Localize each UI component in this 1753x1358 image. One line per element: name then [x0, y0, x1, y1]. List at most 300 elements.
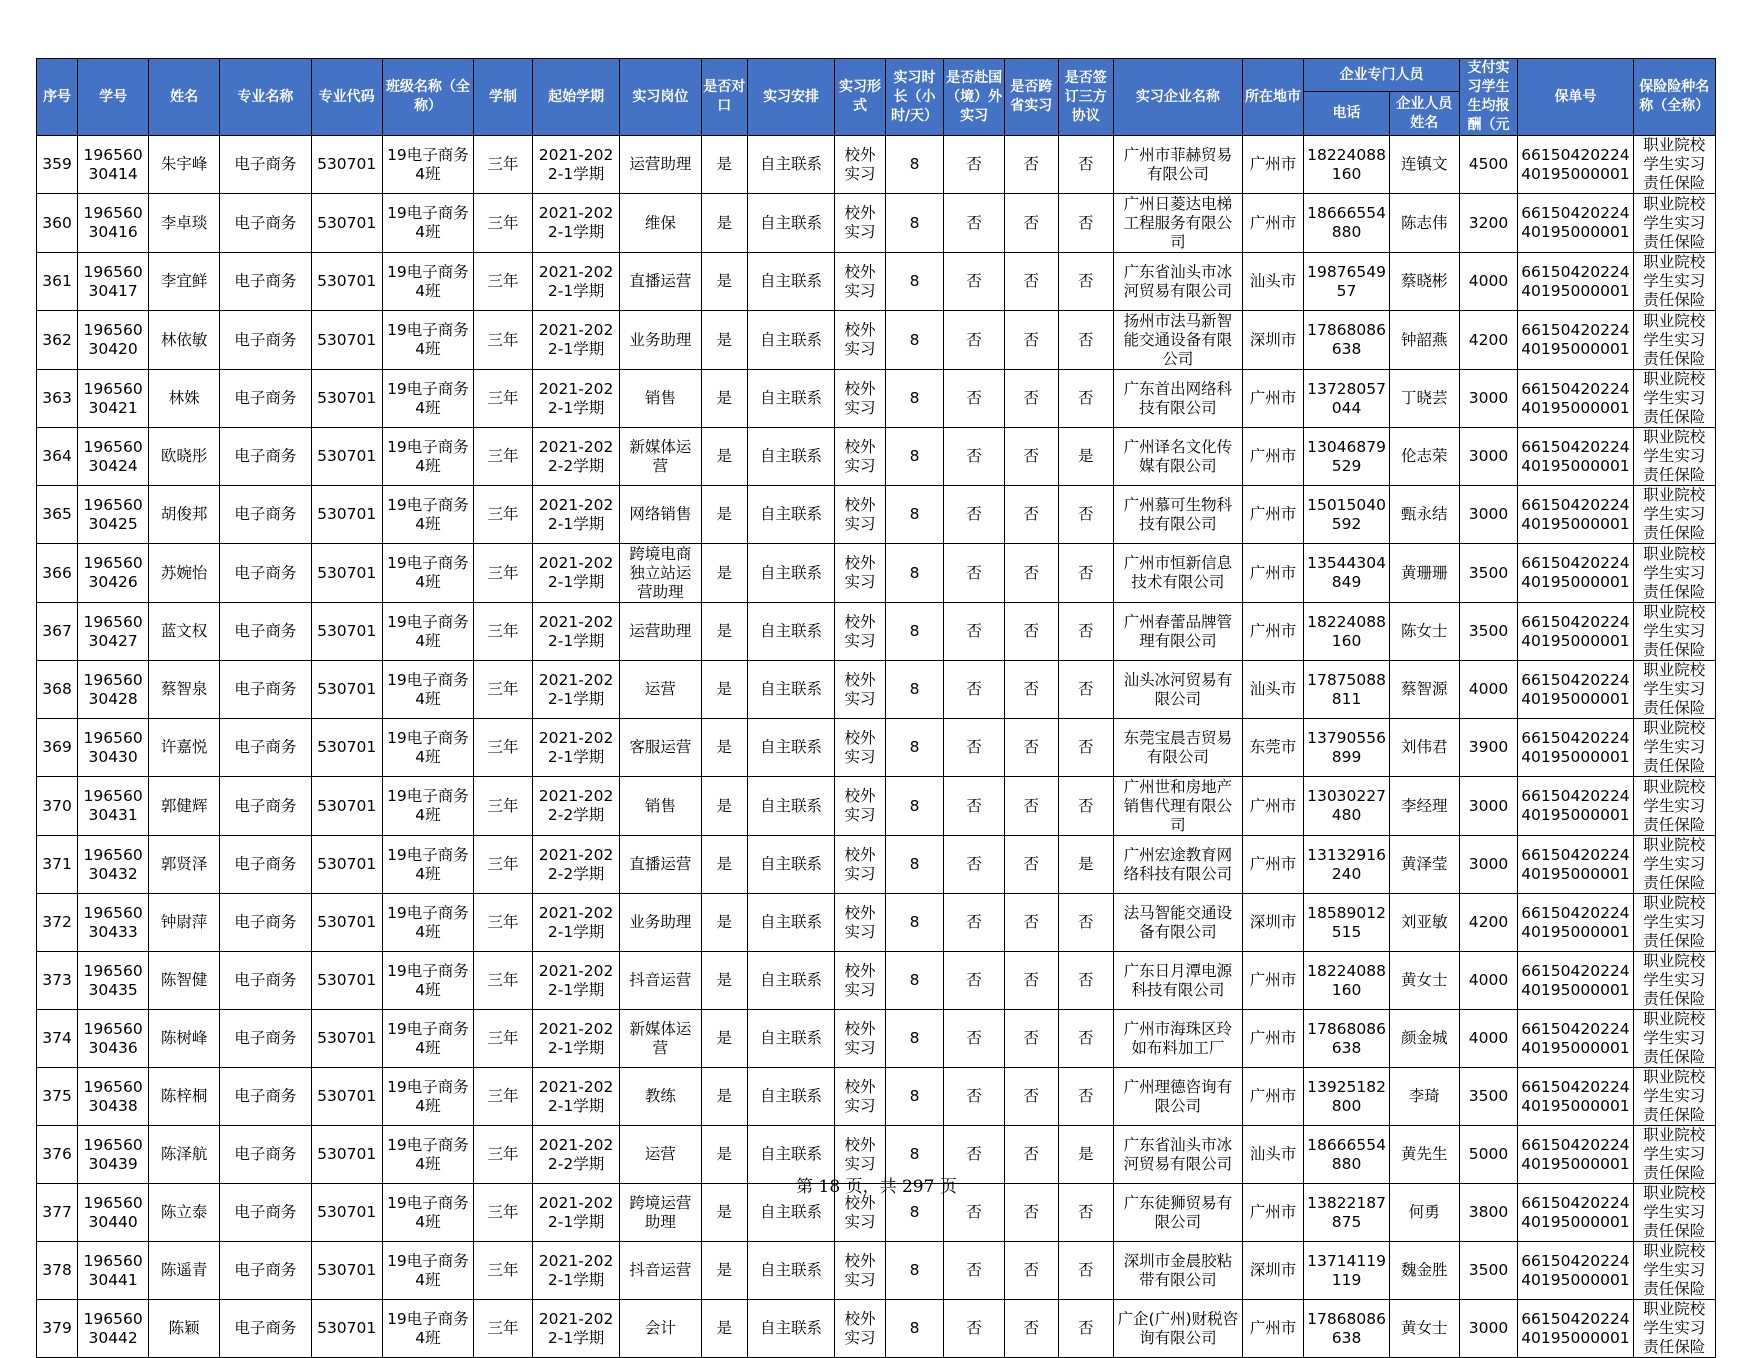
- cell-phone: 1987654957: [1304, 253, 1389, 311]
- cell-major-name: 电子商务: [220, 777, 312, 836]
- cell-major-code: 530701: [311, 1300, 382, 1358]
- cell-abroad: 否: [944, 1300, 1005, 1358]
- col-header-position: 实习岗位: [620, 59, 701, 136]
- cell-duration: 三年: [474, 370, 533, 428]
- cell-matched: 是: [701, 719, 747, 777]
- cell-student-id: 19656030426: [78, 544, 149, 603]
- cell-cross-province: 否: [1005, 1242, 1058, 1300]
- cell-cross-province: 否: [1005, 136, 1058, 194]
- cell-contact-name: 伦志荣: [1389, 428, 1459, 486]
- cell-hours: 8: [885, 311, 944, 370]
- cell-class-name: 19电子商务4班: [382, 661, 474, 719]
- cell-cross-province: 否: [1005, 719, 1058, 777]
- table-row: [37, 836, 1716, 894]
- cell-tripartite: 否: [1058, 486, 1114, 544]
- cell-matched: 是: [701, 836, 747, 894]
- cell-city: 广州市: [1242, 1010, 1304, 1068]
- cell-hours: 8: [885, 952, 944, 1010]
- cell-tripartite: 否: [1058, 603, 1114, 661]
- cell-major-code: 530701: [311, 311, 382, 370]
- cell-cross-province: 否: [1005, 1300, 1058, 1358]
- cell-abroad: 否: [944, 311, 1005, 370]
- cell-arrangement: 自主联系: [747, 194, 834, 253]
- cell-contact-name: 陈志伟: [1389, 194, 1459, 253]
- cell-major-code: 530701: [311, 544, 382, 603]
- cell-tripartite: 否: [1058, 253, 1114, 311]
- cell-matched: 是: [701, 253, 747, 311]
- cell-cross-province: 否: [1005, 894, 1058, 952]
- cell-class-name: 19电子商务4班: [382, 1300, 474, 1358]
- cell-student-id: 19656030428: [78, 661, 149, 719]
- cell-form: 校外实习: [835, 253, 885, 311]
- cell-major-code: 530701: [311, 194, 382, 253]
- cell-contact-name: 黄女士: [1389, 1300, 1459, 1358]
- cell-duration: 三年: [474, 194, 533, 253]
- cell-company: 广州市海珠区玲如布料加工厂: [1114, 1010, 1243, 1068]
- cell-matched: 是: [701, 486, 747, 544]
- cell-arrangement: 自主联系: [747, 253, 834, 311]
- col-header-salary: 支付实习学生生均报酬（元: [1459, 59, 1518, 136]
- cell-policy-no: 6615042022440195000001: [1518, 1242, 1633, 1300]
- cell-name: 朱宇峰: [149, 136, 220, 194]
- cell-policy-no: 6615042022440195000001: [1518, 253, 1633, 311]
- cell-start-term: 2021-2022-1学期: [532, 136, 619, 194]
- cell-hours: 8: [885, 894, 944, 952]
- cell-tripartite: 否: [1058, 136, 1114, 194]
- cell-company: 广东日月潭电源科技有限公司: [1114, 952, 1243, 1010]
- cell-salary: 4000: [1459, 661, 1518, 719]
- cell-major-name: 电子商务: [220, 544, 312, 603]
- cell-student-id: 19656030420: [78, 311, 149, 370]
- cell-position: 销售: [620, 370, 701, 428]
- cell-arrangement: 自主联系: [747, 894, 834, 952]
- cell-company: 广州市菲赫贸易有限公司: [1114, 136, 1243, 194]
- cell-student-id: 19656030424: [78, 428, 149, 486]
- cell-duration: 三年: [474, 136, 533, 194]
- table-row: [37, 894, 1716, 952]
- cell-contact-name: 魏金胜: [1389, 1242, 1459, 1300]
- cell-contact-name: 蔡智源: [1389, 661, 1459, 719]
- cell-tripartite: 否: [1058, 370, 1114, 428]
- table-row: [37, 603, 1716, 661]
- cell-arrangement: 自主联系: [747, 428, 834, 486]
- cell-start-term: 2021-2022-1学期: [532, 1184, 619, 1242]
- cell-major-name: 电子商务: [220, 836, 312, 894]
- col-header-student-id: 学号: [78, 59, 149, 136]
- cell-arrangement: 自主联系: [747, 1184, 834, 1242]
- cell-start-term: 2021-2022-1学期: [532, 1010, 619, 1068]
- cell-student-id: 19656030417: [78, 253, 149, 311]
- cell-student-id: 19656030427: [78, 603, 149, 661]
- cell-insurance: 职业院校学生实习责任保险: [1633, 486, 1715, 544]
- cell-arrangement: 自主联系: [747, 952, 834, 1010]
- cell-major-name: 电子商务: [220, 894, 312, 952]
- col-header-abroad: 是否赴国（境）外实习: [944, 59, 1005, 136]
- cell-student-id: 19656030430: [78, 719, 149, 777]
- cell-company: 扬州市法马新智能交通设备有限公司: [1114, 311, 1243, 370]
- cell-salary: 5000: [1459, 1126, 1518, 1184]
- cell-tripartite: 否: [1058, 1068, 1114, 1126]
- cell-name: 钟尉萍: [149, 894, 220, 952]
- cell-city: 广州市: [1242, 603, 1304, 661]
- cell-form: 校外实习: [835, 894, 885, 952]
- cell-tripartite: 否: [1058, 719, 1114, 777]
- cell-matched: 是: [701, 661, 747, 719]
- cell-salary: 4200: [1459, 894, 1518, 952]
- cell-class-name: 19电子商务4班: [382, 486, 474, 544]
- cell-phone: 13925182800: [1304, 1068, 1389, 1126]
- cell-phone: 13544304849: [1304, 544, 1389, 603]
- cell-major-code: 530701: [311, 603, 382, 661]
- col-header-phone: 电话: [1304, 92, 1389, 136]
- cell-matched: 是: [701, 777, 747, 836]
- cell-policy-no: 6615042022440195000001: [1518, 952, 1633, 1010]
- cell-hours: 8: [885, 544, 944, 603]
- cell-major-name: 电子商务: [220, 952, 312, 1010]
- cell-company: 广州宏途教育网络科技有限公司: [1114, 836, 1243, 894]
- cell-form: 校外实习: [835, 194, 885, 253]
- cell-duration: 三年: [474, 1300, 533, 1358]
- cell-form: 校外实习: [835, 603, 885, 661]
- cell-duration: 三年: [474, 777, 533, 836]
- cell-tripartite: 是: [1058, 836, 1114, 894]
- cell-class-name: 19电子商务4班: [382, 603, 474, 661]
- cell-salary: 3000: [1459, 486, 1518, 544]
- cell-abroad: 否: [944, 486, 1005, 544]
- cell-major-name: 电子商务: [220, 136, 312, 194]
- table-row: [37, 544, 1716, 603]
- table-row: [37, 311, 1716, 370]
- cell-salary: 3000: [1459, 1300, 1518, 1358]
- cell-abroad: 否: [944, 1184, 1005, 1242]
- cell-form: 校外实习: [835, 719, 885, 777]
- cell-policy-no: 6615042022440195000001: [1518, 1010, 1633, 1068]
- cell-position: 会计: [620, 1300, 701, 1358]
- cell-company: 广州译名文化传媒有限公司: [1114, 428, 1243, 486]
- cell-major-name: 电子商务: [220, 603, 312, 661]
- cell-matched: 是: [701, 952, 747, 1010]
- cell-insurance: 职业院校学生实习责任保险: [1633, 836, 1715, 894]
- cell-seq: 377: [37, 1184, 78, 1242]
- cell-phone: 13030227480: [1304, 777, 1389, 836]
- cell-student-id: 19656030416: [78, 194, 149, 253]
- cell-insurance: 职业院校学生实习责任保险: [1633, 661, 1715, 719]
- cell-policy-no: 6615042022440195000001: [1518, 370, 1633, 428]
- cell-major-name: 电子商务: [220, 194, 312, 253]
- cell-arrangement: 自主联系: [747, 777, 834, 836]
- cell-duration: 三年: [474, 603, 533, 661]
- cell-arrangement: 自主联系: [747, 1010, 834, 1068]
- cell-class-name: 19电子商务4班: [382, 370, 474, 428]
- cell-class-name: 19电子商务4班: [382, 311, 474, 370]
- cell-salary: 4000: [1459, 1010, 1518, 1068]
- cell-seq: 362: [37, 311, 78, 370]
- cell-tripartite: 否: [1058, 777, 1114, 836]
- cell-position: 客服运营: [620, 719, 701, 777]
- cell-major-code: 530701: [311, 1184, 382, 1242]
- cell-form: 校外实习: [835, 1242, 885, 1300]
- cell-seq: 378: [37, 1242, 78, 1300]
- cell-city: 深圳市: [1242, 1242, 1304, 1300]
- cell-form: 校外实习: [835, 370, 885, 428]
- cell-abroad: 否: [944, 428, 1005, 486]
- cell-hours: 8: [885, 777, 944, 836]
- cell-hours: 8: [885, 836, 944, 894]
- cell-arrangement: 自主联系: [747, 311, 834, 370]
- cell-insurance: 职业院校学生实习责任保险: [1633, 1300, 1715, 1358]
- cell-class-name: 19电子商务4班: [382, 719, 474, 777]
- cell-name: 李宜鲜: [149, 253, 220, 311]
- cell-seq: 374: [37, 1010, 78, 1068]
- cell-insurance: 职业院校学生实习责任保险: [1633, 719, 1715, 777]
- cell-contact-name: 蔡晓彬: [1389, 253, 1459, 311]
- cell-name: 许嘉悦: [149, 719, 220, 777]
- cell-matched: 是: [701, 1010, 747, 1068]
- cell-class-name: 19电子商务4班: [382, 194, 474, 253]
- table-row: [37, 136, 1716, 194]
- cell-policy-no: 6615042022440195000001: [1518, 719, 1633, 777]
- cell-class-name: 19电子商务4班: [382, 1242, 474, 1300]
- cell-insurance: 职业院校学生实习责任保险: [1633, 1068, 1715, 1126]
- cell-major-name: 电子商务: [220, 1068, 312, 1126]
- cell-tripartite: 否: [1058, 544, 1114, 603]
- cell-major-name: 电子商务: [220, 486, 312, 544]
- cell-arrangement: 自主联系: [747, 136, 834, 194]
- cell-cross-province: 否: [1005, 836, 1058, 894]
- cell-position: 教练: [620, 1068, 701, 1126]
- col-header-city: 所在地市: [1242, 59, 1304, 136]
- cell-start-term: 2021-2022-1学期: [532, 311, 619, 370]
- cell-insurance: 职业院校学生实习责任保险: [1633, 952, 1715, 1010]
- cell-position: 网络销售: [620, 486, 701, 544]
- cell-abroad: 否: [944, 777, 1005, 836]
- cell-cross-province: 否: [1005, 253, 1058, 311]
- cell-duration: 三年: [474, 1068, 533, 1126]
- cell-matched: 是: [701, 894, 747, 952]
- cell-company: 汕头冰河贸易有限公司: [1114, 661, 1243, 719]
- cell-position: 业务助理: [620, 311, 701, 370]
- cell-student-id: 19656030439: [78, 1126, 149, 1184]
- cell-contact-name: 刘伟君: [1389, 719, 1459, 777]
- cell-class-name: 19电子商务4班: [382, 836, 474, 894]
- cell-salary: 3200: [1459, 194, 1518, 253]
- cell-salary: 4500: [1459, 136, 1518, 194]
- cell-policy-no: 6615042022440195000001: [1518, 1126, 1633, 1184]
- cell-name: 陈立泰: [149, 1184, 220, 1242]
- cell-cross-province: 否: [1005, 603, 1058, 661]
- cell-position: 新媒体运营: [620, 428, 701, 486]
- cell-insurance: 职业院校学生实习责任保险: [1633, 370, 1715, 428]
- cell-company: 东莞宝晨吉贸易有限公司: [1114, 719, 1243, 777]
- cell-matched: 是: [701, 603, 747, 661]
- col-header-seq: 序号: [37, 59, 78, 136]
- cell-major-code: 530701: [311, 1010, 382, 1068]
- cell-salary: 3900: [1459, 719, 1518, 777]
- cell-class-name: 19电子商务4班: [382, 544, 474, 603]
- cell-position: 跨境运营助理: [620, 1184, 701, 1242]
- cell-tripartite: 否: [1058, 894, 1114, 952]
- cell-cross-province: 否: [1005, 194, 1058, 253]
- cell-policy-no: 6615042022440195000001: [1518, 603, 1633, 661]
- cell-arrangement: 自主联系: [747, 1242, 834, 1300]
- cell-duration: 三年: [474, 428, 533, 486]
- cell-form: 校外实习: [835, 952, 885, 1010]
- cell-salary: 4000: [1459, 253, 1518, 311]
- cell-phone: 18224088160: [1304, 952, 1389, 1010]
- cell-arrangement: 自主联系: [747, 486, 834, 544]
- col-header-cross-province: 是否跨省实习: [1005, 59, 1058, 136]
- cell-name: 李卓琰: [149, 194, 220, 253]
- col-header-insurance: 保险险种名称（全称）: [1633, 59, 1715, 136]
- cell-seq: 368: [37, 661, 78, 719]
- col-header-start-term: 起始学期: [532, 59, 619, 136]
- cell-form: 校外实习: [835, 836, 885, 894]
- cell-abroad: 否: [944, 370, 1005, 428]
- cell-contact-name: 黄女士: [1389, 952, 1459, 1010]
- cell-seq: 366: [37, 544, 78, 603]
- cell-duration: 三年: [474, 253, 533, 311]
- cell-salary: 3500: [1459, 603, 1518, 661]
- cell-abroad: 否: [944, 544, 1005, 603]
- cell-class-name: 19电子商务4班: [382, 1010, 474, 1068]
- cell-position: 抖音运营: [620, 1242, 701, 1300]
- cell-policy-no: 6615042022440195000001: [1518, 836, 1633, 894]
- cell-matched: 是: [701, 1300, 747, 1358]
- cell-city: 广州市: [1242, 836, 1304, 894]
- cell-name: 蓝文权: [149, 603, 220, 661]
- cell-start-term: 2021-2022-2学期: [532, 428, 619, 486]
- cell-arrangement: 自主联系: [747, 1068, 834, 1126]
- cell-city: 汕头市: [1242, 253, 1304, 311]
- table-row: [37, 719, 1716, 777]
- cell-duration: 三年: [474, 836, 533, 894]
- cell-seq: 369: [37, 719, 78, 777]
- cell-contact-name: 何勇: [1389, 1184, 1459, 1242]
- col-header-name: 姓名: [149, 59, 220, 136]
- cell-matched: 是: [701, 136, 747, 194]
- cell-contact-name: 连镇文: [1389, 136, 1459, 194]
- cell-major-code: 530701: [311, 136, 382, 194]
- cell-hours: 8: [885, 428, 944, 486]
- cell-phone: 15015040592: [1304, 486, 1389, 544]
- cell-name: 陈泽航: [149, 1126, 220, 1184]
- cell-major-code: 530701: [311, 777, 382, 836]
- cell-city: 广州市: [1242, 544, 1304, 603]
- cell-arrangement: 自主联系: [747, 370, 834, 428]
- cell-company: 广州世和房地产销售代理有限公司: [1114, 777, 1243, 836]
- cell-major-code: 530701: [311, 1126, 382, 1184]
- cell-salary: 3500: [1459, 1242, 1518, 1300]
- cell-major-code: 530701: [311, 1068, 382, 1126]
- cell-contact-name: 黄泽莹: [1389, 836, 1459, 894]
- cell-insurance: 职业院校学生实习责任保险: [1633, 136, 1715, 194]
- cell-phone: 13790556899: [1304, 719, 1389, 777]
- cell-insurance: 职业院校学生实习责任保险: [1633, 1126, 1715, 1184]
- cell-abroad: 否: [944, 603, 1005, 661]
- col-header-major-name: 专业名称: [220, 59, 312, 136]
- cell-company: 深圳市金晨胶粘带有限公司: [1114, 1242, 1243, 1300]
- cell-city: 广州市: [1242, 952, 1304, 1010]
- cell-phone: 18224088160: [1304, 136, 1389, 194]
- cell-major-code: 530701: [311, 661, 382, 719]
- cell-major-code: 530701: [311, 253, 382, 311]
- table-row: [37, 428, 1716, 486]
- cell-city: 汕头市: [1242, 661, 1304, 719]
- col-header-hours: 实习时长（小时/天）: [885, 59, 944, 136]
- cell-start-term: 2021-2022-1学期: [532, 719, 619, 777]
- cell-insurance: 职业院校学生实习责任保险: [1633, 603, 1715, 661]
- cell-seq: 363: [37, 370, 78, 428]
- cell-class-name: 19电子商务4班: [382, 253, 474, 311]
- cell-position: 新媒体运营: [620, 1010, 701, 1068]
- cell-abroad: 否: [944, 1126, 1005, 1184]
- cell-company: 广东徒狮贸易有限公司: [1114, 1184, 1243, 1242]
- cell-seq: 359: [37, 136, 78, 194]
- cell-tripartite: 否: [1058, 1242, 1114, 1300]
- table-row: [37, 1068, 1716, 1126]
- cell-duration: 三年: [474, 1010, 533, 1068]
- cell-abroad: 否: [944, 194, 1005, 253]
- cell-name: 林依敏: [149, 311, 220, 370]
- cell-contact-name: 丁晓芸: [1389, 370, 1459, 428]
- cell-class-name: 19电子商务4班: [382, 894, 474, 952]
- cell-policy-no: 6615042022440195000001: [1518, 544, 1633, 603]
- cell-policy-no: 6615042022440195000001: [1518, 1300, 1633, 1358]
- col-header-contact-name: 企业人员姓名: [1389, 92, 1459, 136]
- cell-duration: 三年: [474, 311, 533, 370]
- cell-abroad: 否: [944, 136, 1005, 194]
- cell-major-name: 电子商务: [220, 719, 312, 777]
- cell-phone: 18666554880: [1304, 1126, 1389, 1184]
- cell-salary: 4200: [1459, 311, 1518, 370]
- table-row: [37, 952, 1716, 1010]
- cell-major-code: 530701: [311, 719, 382, 777]
- col-header-arrangement: 实习安排: [747, 59, 834, 136]
- internship-table: [36, 58, 1716, 1358]
- cell-start-term: 2021-2022-1学期: [532, 603, 619, 661]
- col-header-form: 实习形式: [835, 59, 885, 136]
- cell-major-code: 530701: [311, 894, 382, 952]
- col-header-policy-no: 保单号: [1518, 59, 1633, 136]
- cell-policy-no: 6615042022440195000001: [1518, 486, 1633, 544]
- cell-major-name: 电子商务: [220, 1126, 312, 1184]
- cell-student-id: 19656030442: [78, 1300, 149, 1358]
- cell-phone: 13714119119: [1304, 1242, 1389, 1300]
- cell-company: 广州市恒新信息技术有限公司: [1114, 544, 1243, 603]
- cell-matched: 是: [701, 428, 747, 486]
- cell-major-name: 电子商务: [220, 311, 312, 370]
- cell-name: 林姝: [149, 370, 220, 428]
- cell-start-term: 2021-2022-1学期: [532, 661, 619, 719]
- cell-hours: 8: [885, 486, 944, 544]
- col-header-contact-group: 企业专门人员: [1304, 59, 1459, 92]
- cell-insurance: 职业院校学生实习责任保险: [1633, 1242, 1715, 1300]
- cell-hours: 8: [885, 194, 944, 253]
- cell-salary: 3800: [1459, 1184, 1518, 1242]
- cell-phone: 18666554880: [1304, 194, 1389, 253]
- cell-start-term: 2021-2022-1学期: [532, 486, 619, 544]
- cell-company: 法马智能交通设备有限公司: [1114, 894, 1243, 952]
- cell-student-id: 19656030421: [78, 370, 149, 428]
- cell-insurance: 职业院校学生实习责任保险: [1633, 253, 1715, 311]
- cell-contact-name: 陈女士: [1389, 603, 1459, 661]
- cell-company: 广东省汕头市冰河贸易有限公司: [1114, 1126, 1243, 1184]
- cell-policy-no: 6615042022440195000001: [1518, 311, 1633, 370]
- cell-city: 广州市: [1242, 1068, 1304, 1126]
- cell-student-id: 19656030441: [78, 1242, 149, 1300]
- cell-start-term: 2021-2022-1学期: [532, 194, 619, 253]
- cell-start-term: 2021-2022-1学期: [532, 952, 619, 1010]
